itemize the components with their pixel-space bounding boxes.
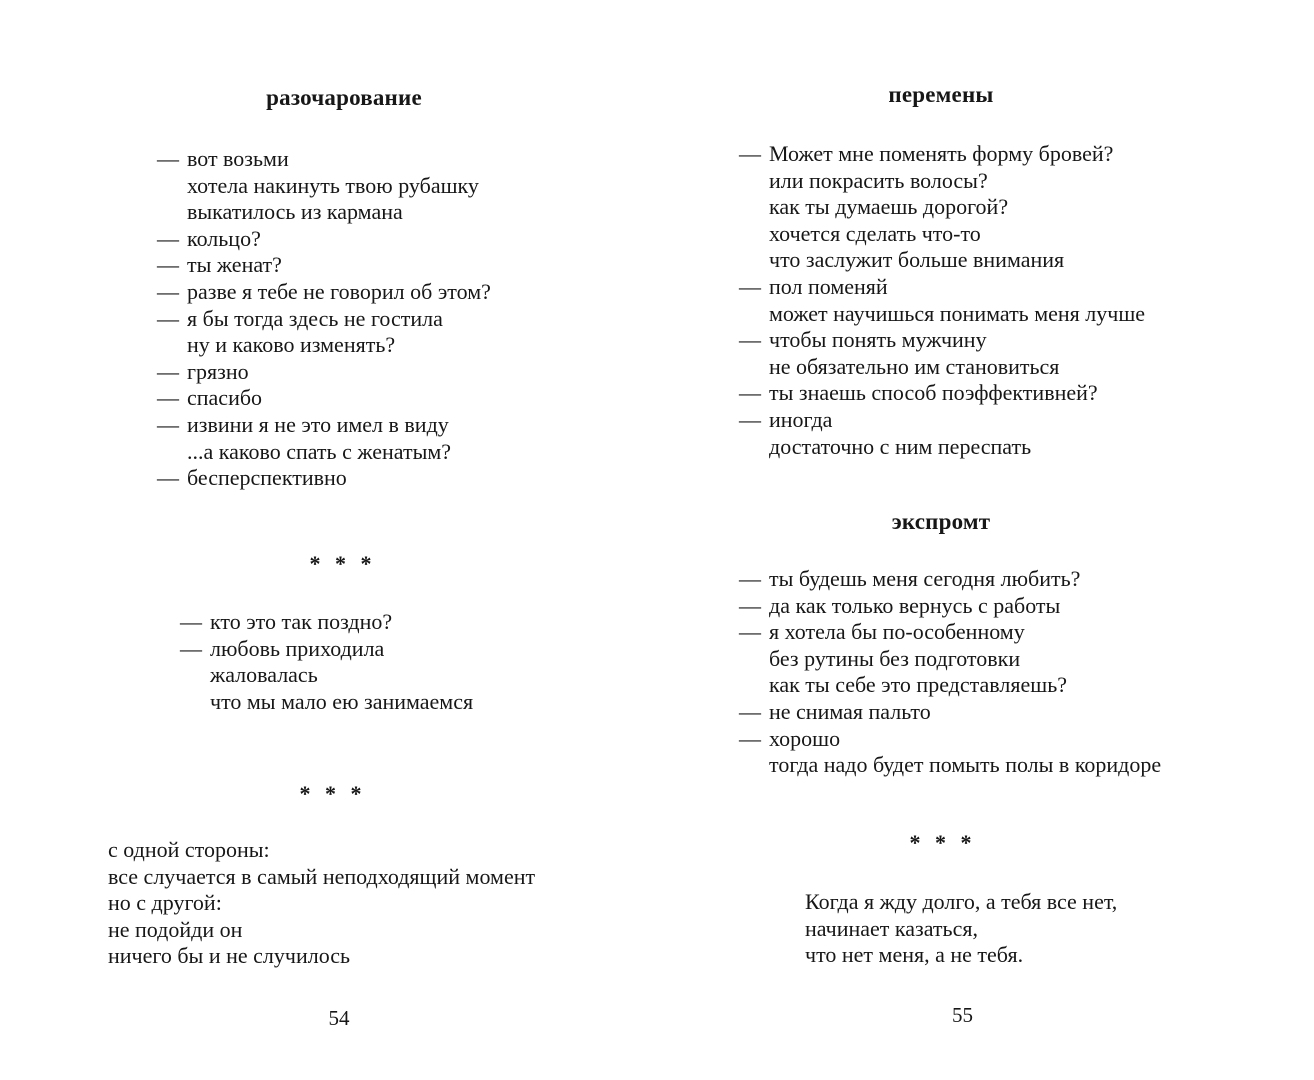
- poem-line-text: может научишься понимать меня лучше: [769, 300, 1146, 326]
- poem-razocharovanie: [157, 146, 491, 492]
- dash-marker: —: [739, 380, 761, 406]
- poem-line: [739, 593, 1161, 620]
- poem-line: [739, 380, 1145, 407]
- poem-line-text: хочется сделать что-то: [769, 220, 981, 246]
- poem-line: [157, 252, 491, 279]
- dash-marker: —: [739, 566, 761, 591]
- poem-line: [739, 672, 1161, 699]
- poem-line-text: Когда я жду долго, а тебя все нет,: [805, 889, 1118, 914]
- poem-line-text: не подойди он: [108, 916, 243, 942]
- poem-line-text: извини я не это имел в виду: [187, 411, 449, 437]
- poem-separator: * * *: [299, 781, 363, 806]
- dash-marker: —: [739, 406, 761, 432]
- poem-line: [739, 619, 1161, 646]
- poem-line: [739, 141, 1145, 168]
- poem-line: [180, 662, 473, 689]
- poem-line: [157, 226, 491, 253]
- dash-marker: —: [180, 635, 202, 661]
- poem-line: [108, 943, 535, 970]
- poem-line-text: что мы мало ею занимаемся: [210, 688, 474, 714]
- dash-marker: —: [157, 385, 179, 411]
- poem-title-razocharovanie: разочарование: [266, 85, 422, 110]
- page-right: [657, 0, 1314, 1080]
- poem-line: [108, 864, 535, 891]
- poem-line-text: без рутины без подготовки: [769, 645, 1021, 671]
- poem-line: [739, 301, 1145, 328]
- poem-line-text: Может мне поменять форму бровей?: [769, 141, 1114, 166]
- poem-line-text: жаловалась: [210, 662, 318, 688]
- poem-line-text: ну и каково изменять?: [187, 332, 396, 358]
- poem-ekspromt: [739, 566, 1161, 779]
- dash-marker: [739, 672, 769, 699]
- poem-line: [157, 385, 491, 412]
- dash-marker: —: [739, 592, 761, 618]
- poem-line: [157, 465, 491, 492]
- poem-line-text: выкатилось из кармана: [187, 199, 403, 225]
- poem-line-text: что нет меня, а не тебя.: [805, 942, 1024, 968]
- dash-marker: —: [157, 252, 179, 278]
- poem-line-text: я бы тогда здесь не гостила: [187, 305, 443, 331]
- dash-marker: [739, 301, 769, 328]
- poem-line: [739, 407, 1145, 434]
- poem-line: [157, 146, 491, 173]
- poem-line-text: все случается в самый неподходящий момент: [108, 863, 536, 889]
- poem-line-text: да как только вернусь с работы: [769, 592, 1061, 618]
- poem-line: [739, 194, 1145, 221]
- poem-line: [739, 168, 1145, 195]
- poem-line-text: я хотела бы по-особенному: [769, 619, 1025, 645]
- dash-marker: [180, 662, 210, 689]
- poem-line-text: хотела накинуть твою рубашку: [187, 172, 479, 198]
- poem-line-text: ты знаешь способ поэффективней?: [769, 380, 1098, 406]
- poem-line: [739, 699, 1161, 726]
- dash-marker: —: [739, 698, 761, 724]
- poem-line: [180, 636, 473, 663]
- poem-line: [739, 434, 1145, 461]
- poem-separator: * * *: [909, 830, 973, 855]
- poem-line-text: или покрасить волосы?: [769, 167, 988, 193]
- dash-marker: [157, 199, 187, 226]
- dash-marker: —: [739, 273, 761, 299]
- dash-marker: [739, 247, 769, 274]
- poem-untitled-2: [108, 837, 535, 970]
- dash-marker: —: [739, 725, 761, 751]
- poem-line: [739, 752, 1161, 779]
- poem-line-text: достаточно с ним переспать: [769, 433, 1032, 459]
- poem-line-text: бесперспективно: [187, 465, 347, 491]
- poem-line-text: иногда: [769, 406, 833, 432]
- poem-line-text: разве я тебе не говорил об этом?: [187, 278, 491, 304]
- poem-line: [805, 889, 1117, 916]
- poem-untitled-3: [805, 889, 1117, 969]
- poem-line: [739, 646, 1161, 673]
- poem-untitled-1: [180, 609, 473, 715]
- poem-line-text: с одной стороны:: [108, 837, 270, 862]
- dash-marker: [157, 332, 187, 359]
- poem-line: [805, 942, 1117, 969]
- dash-marker: —: [157, 358, 179, 384]
- dash-marker: [739, 434, 769, 461]
- poem-line-text: ты женат?: [187, 252, 282, 278]
- poem-line-text: не обязательно им становиться: [769, 353, 1060, 379]
- poem-line-text: ...а каково спать с женатым?: [187, 438, 452, 464]
- poem-line-text: грязно: [187, 358, 249, 384]
- poem-line-text: как ты себе это представляешь?: [769, 672, 1067, 698]
- poem-line-text: кто это так поздно?: [210, 609, 393, 634]
- poem-line-text: спасибо: [187, 385, 263, 411]
- poem-line: [157, 199, 491, 226]
- dash-marker: [739, 752, 769, 779]
- poem-line-text: что заслужит больше внимания: [769, 247, 1065, 273]
- poem-line-text: вот возьми: [187, 146, 289, 171]
- poem-line: [739, 566, 1161, 593]
- poem-line: [739, 247, 1145, 274]
- dash-marker: —: [157, 411, 179, 437]
- dash-marker: [739, 168, 769, 195]
- poem-line: [157, 412, 491, 439]
- poem-line-text: ты будешь меня сегодня любить?: [769, 566, 1081, 591]
- poem-line: [108, 837, 535, 864]
- dash-marker: —: [157, 146, 179, 171]
- dash-marker: [739, 354, 769, 381]
- dash-marker: [157, 439, 187, 466]
- poem-line: [157, 359, 491, 386]
- poem-line: [157, 439, 491, 466]
- poem-line: [157, 173, 491, 200]
- dash-marker: [739, 646, 769, 673]
- poem-line: [739, 327, 1145, 354]
- dash-marker: —: [180, 609, 202, 634]
- dash-marker: —: [739, 327, 761, 353]
- poem-line-text: пол поменяй: [769, 273, 888, 299]
- poem-separator: * * *: [309, 551, 373, 576]
- poem-line-text: кольцо?: [187, 225, 261, 251]
- poem-line: [157, 306, 491, 333]
- page-number-right: 55: [952, 1003, 973, 1027]
- poem-title-ekspromt: экспромт: [891, 509, 991, 534]
- dash-marker: —: [157, 225, 179, 251]
- dash-marker: —: [739, 619, 761, 645]
- dash-marker: —: [157, 278, 179, 304]
- poem-line: [180, 609, 473, 636]
- poem-line-text: чтобы понять мужчину: [769, 327, 987, 353]
- poem-line: [157, 332, 491, 359]
- poem-line: [805, 916, 1117, 943]
- poem-line: [180, 689, 473, 716]
- page-number-left: 54: [328, 1006, 350, 1030]
- poem-line-text: ничего бы и не случилось: [108, 943, 351, 969]
- dash-marker: —: [739, 141, 761, 166]
- poem-title-peremeny: перемены: [888, 82, 994, 107]
- dash-marker: [739, 194, 769, 221]
- poem-line: [157, 279, 491, 306]
- poem-line-text: как ты думаешь дорогой?: [769, 194, 1009, 220]
- dash-marker: —: [157, 305, 179, 331]
- poem-line-text: не снимая пальто: [769, 698, 931, 724]
- poem-line-text: но с другой:: [108, 890, 222, 916]
- poem-line: [108, 917, 535, 944]
- poem-line: [739, 354, 1145, 381]
- poem-line: [739, 726, 1161, 753]
- poem-line-text: тогда надо будет помыть полы в коридоре: [769, 752, 1162, 778]
- dash-marker: [739, 221, 769, 248]
- poem-line-text: любовь приходила: [210, 635, 385, 661]
- dash-marker: [180, 689, 210, 716]
- poem-line: [739, 274, 1145, 301]
- poem-line: [108, 890, 535, 917]
- poem-line: [739, 221, 1145, 248]
- poem-line-text: начинает казаться,: [805, 915, 978, 941]
- poem-line-text: хорошо: [769, 725, 841, 751]
- dash-marker: —: [157, 465, 179, 491]
- poem-peremeny: [739, 141, 1145, 460]
- dash-marker: [157, 173, 187, 200]
